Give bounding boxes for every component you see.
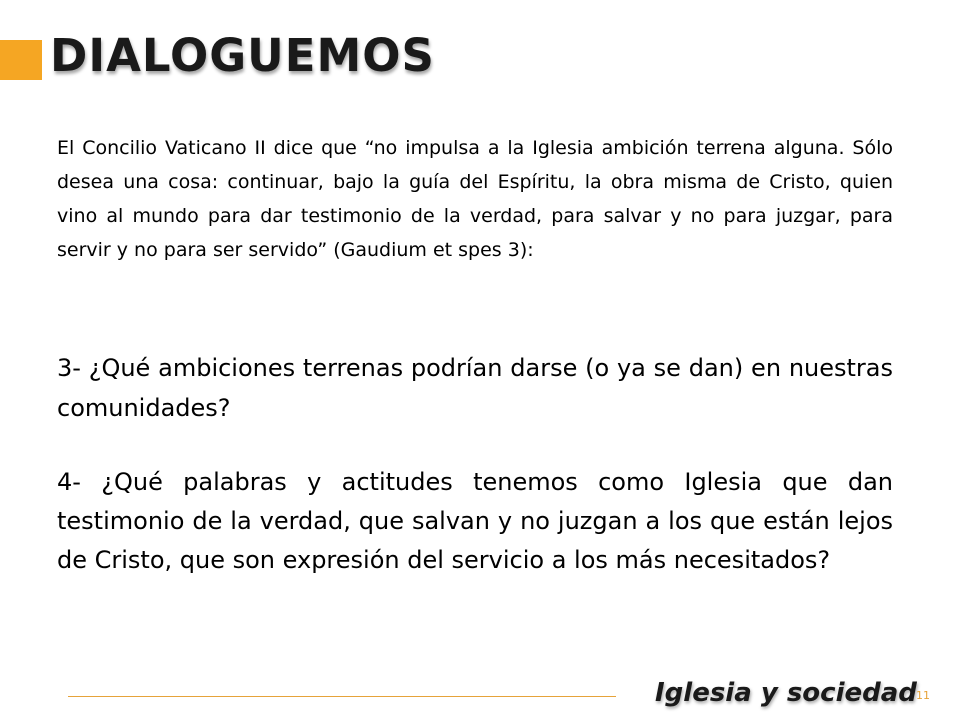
intro-paragraph: El Concilio Vaticano II dice que “no impulsa a la Iglesia ambición terrena alguna. Sólo desea una cosa: continuar, bajo la guía del Espíritu, la obra misma de Cristo, quien vino al mundo para dar testimonio de la verdad, para salvar y no para juzgar, para servir y no para ser servido” (Gaudium et spes 3):	[57, 137, 893, 261]
question-4: 4- ¿Qué palabras y actitudes tenemos como Iglesia que dan testimonio de la verdad, que salvan y no juzgan a los que están lejos de Cristo, que son expresión del servicio a los más necesitados?	[57, 468, 893, 574]
title-accent-bar	[0, 40, 42, 80]
slide-title: DIALOGUEMOS	[50, 29, 435, 82]
footer-label: Iglesia y sociedad	[655, 678, 917, 708]
page-number: 11	[916, 689, 930, 702]
question-3: 3- ¿Qué ambiciones terrenas podrían darse (o ya se dan) en nuestras comunidades?	[57, 354, 893, 422]
footer-divider	[68, 696, 616, 697]
